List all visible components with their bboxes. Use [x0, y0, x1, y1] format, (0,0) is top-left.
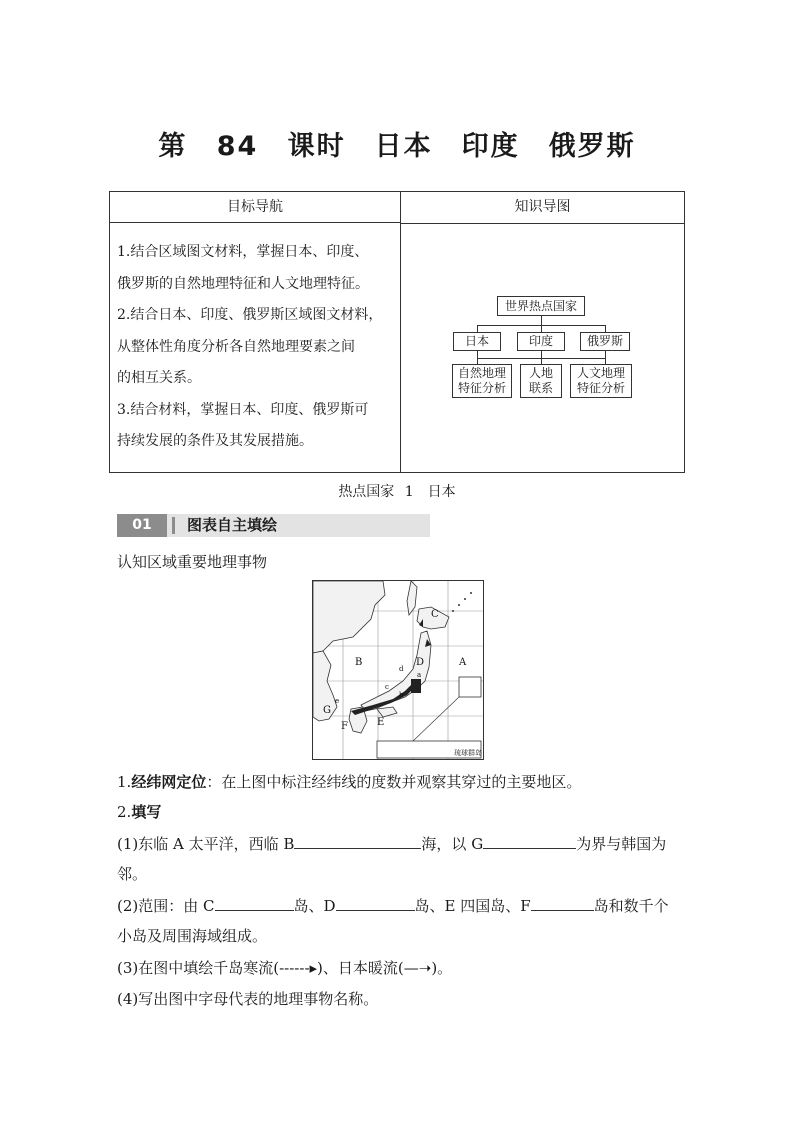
answer-blank-b[interactable] [294, 834, 421, 849]
section-bar [117, 514, 430, 537]
mindmap-country-japan: 日本 [453, 332, 501, 351]
section-separator [172, 517, 175, 534]
goal-line: 2.结合日本、印度、俄罗斯区域图文材料， [117, 307, 383, 323]
map-label-d: D [416, 657, 425, 668]
knowledge-mindmap [452, 296, 632, 406]
mindmap-country-russia: 俄罗斯 [580, 332, 630, 351]
question-2-3: (3)在图中填绘千岛寒流(------▸)、日本暖流(—➝)。 [117, 959, 453, 977]
answer-blank-c[interactable] [215, 896, 294, 911]
section-caption: 热点国家 1 日本 [338, 484, 456, 500]
map-small-label-e: e [335, 697, 340, 705]
map-label-b: B [355, 657, 363, 668]
question-2-2-cont: 小岛及周围海域组成。 [117, 927, 268, 945]
goal-line: 1.结合区域图文材料，掌握日本、印度、 [117, 244, 369, 260]
map-label-e: E [377, 717, 385, 728]
map-small-label-a: a [417, 671, 422, 679]
japan-map-graphic [313, 581, 483, 759]
question-2-2: (2)范围：由 C 岛、D 岛、E 四国岛、F 岛和数千个 [117, 897, 669, 915]
map-inset-label: 琉球群岛 [454, 749, 482, 757]
table-divider [400, 223, 401, 473]
goal-line: 的相互关系。 [117, 370, 201, 386]
map-small-label-d: d [399, 665, 404, 673]
mindmap-country-india: 印度 [517, 332, 565, 351]
section-number: 01 [117, 514, 167, 537]
goal-line: 持续发展的条件及其发展措施。 [117, 433, 313, 449]
map-label-g: G [323, 705, 331, 716]
question-2-4: (4)写出图中字母代表的地理事物名称。 [117, 990, 379, 1008]
intro-text: 认知区域重要地理事物 [117, 553, 268, 571]
page-title: 第 84 课时 日本 印度 俄罗斯 [158, 131, 636, 162]
question-1: 1.经纬网定位：在上图中标注经纬线的度数并观察其穿过的主要地区。 [117, 773, 582, 791]
map-label-c: C [431, 609, 439, 620]
goal-list [117, 237, 399, 458]
goal-line: 3.结合材料，掌握日本、印度、俄罗斯可 [117, 401, 369, 418]
answer-blank-f[interactable] [531, 896, 594, 911]
mindmap-header: 知识导图 [401, 192, 684, 224]
question-2-1-cont: 邻。 [117, 865, 148, 883]
section-label: 图表自主填绘 [187, 516, 278, 534]
map-label-f: F [341, 721, 348, 732]
mindmap-root: 世界热点国家 [497, 296, 585, 316]
map-small-label-b: b [399, 691, 404, 699]
goal-table [109, 191, 685, 473]
answer-blank-g[interactable] [483, 834, 576, 849]
question-2-1: (1)东临 A 太平洋，西临 B 海，以 G 为界与韩国为 [117, 835, 667, 853]
goal-header: 目标导航 [110, 192, 401, 223]
goal-line: 俄罗斯的自然地理特征和人文地理特征。 [117, 275, 369, 292]
map-label-a: A [459, 657, 467, 668]
mindmap-human-land: 人地 联系 [520, 364, 562, 398]
mindmap-natural: 自然地理 特征分析 [452, 364, 512, 398]
question-2-heading: 2.填写 [117, 803, 162, 821]
map-small-label-c: c [385, 683, 389, 691]
japan-map [312, 580, 484, 760]
mindmap-human: 人文地理 特征分析 [570, 364, 632, 398]
goal-line: 从整体性角度分析各自然地理要素之间 [117, 338, 355, 355]
answer-blank-d[interactable] [336, 896, 415, 911]
